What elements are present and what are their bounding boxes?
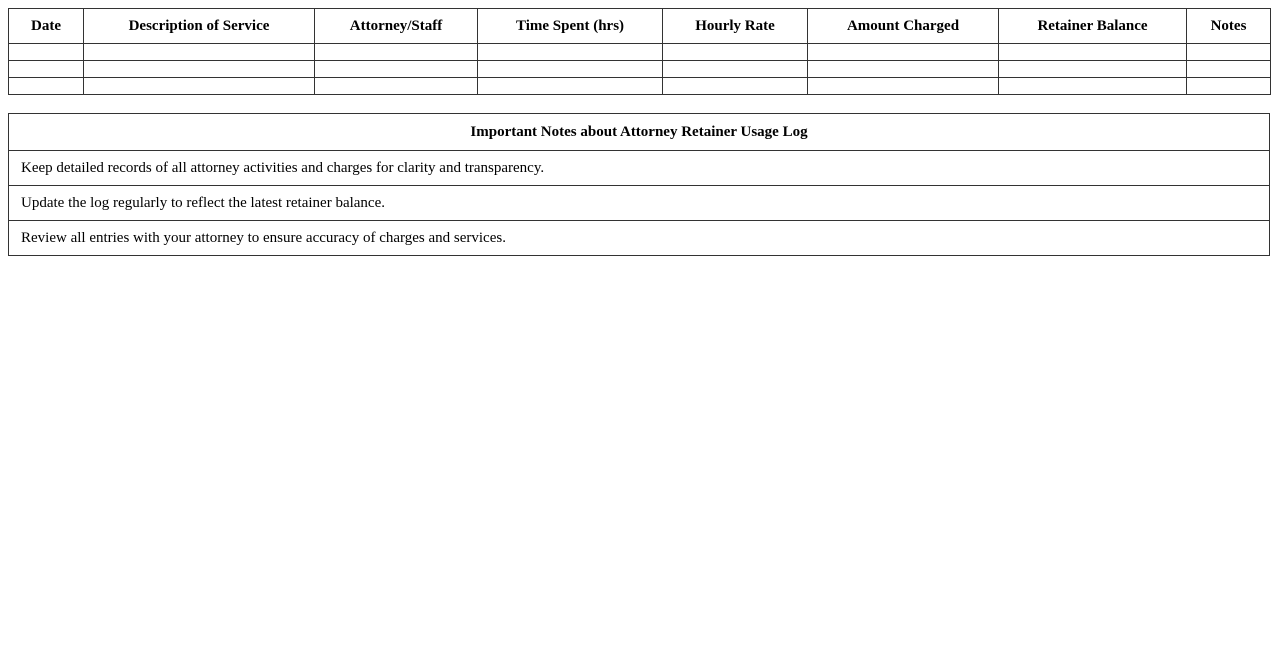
table-row [9, 44, 1271, 61]
header-date: Date [9, 9, 84, 44]
table-cell [478, 44, 663, 61]
table-cell [808, 78, 999, 95]
note-item: Review all entries with your attorney to ensure accuracy of charges and services. [9, 221, 1270, 256]
note-item: Update the log regularly to reflect the latest retainer balance. [9, 186, 1270, 221]
table-cell [1187, 78, 1271, 95]
header-row [9, 9, 1271, 44]
table-cell [84, 61, 315, 78]
table-cell [1187, 44, 1271, 61]
header-amount-charged: Amount Charged [808, 9, 999, 44]
table-cell [9, 78, 84, 95]
header-attorney-staff: Attorney/Staff [315, 9, 478, 44]
table-cell [9, 61, 84, 78]
header-time-spent: Time Spent (hrs) [478, 9, 663, 44]
table-cell [9, 44, 84, 61]
important-notes-table [8, 113, 1270, 256]
table-row [9, 78, 1271, 95]
header-retainer-balance: Retainer Balance [999, 9, 1187, 44]
table-cell [84, 44, 315, 61]
retainer-usage-log-table [8, 8, 1271, 95]
header-description: Description of Service [84, 9, 315, 44]
note-item: Keep detailed records of all attorney activities and charges for clarity and transparency. [9, 151, 1270, 186]
table-cell [315, 44, 478, 61]
table-cell [315, 78, 478, 95]
table-cell [478, 61, 663, 78]
table-cell [663, 61, 808, 78]
notes-title: Important Notes about Attorney Retainer Usage Log [9, 114, 1270, 151]
table-cell [478, 78, 663, 95]
table-cell [315, 61, 478, 78]
table-row [9, 61, 1271, 78]
table-cell [663, 44, 808, 61]
header-hourly-rate: Hourly Rate [663, 9, 808, 44]
table-cell [663, 78, 808, 95]
table-cell [84, 78, 315, 95]
table-cell [1187, 61, 1271, 78]
table-cell [999, 61, 1187, 78]
table-cell [999, 44, 1187, 61]
table-cell [808, 61, 999, 78]
header-notes: Notes [1187, 9, 1271, 44]
table-cell [999, 78, 1187, 95]
table-cell [808, 44, 999, 61]
